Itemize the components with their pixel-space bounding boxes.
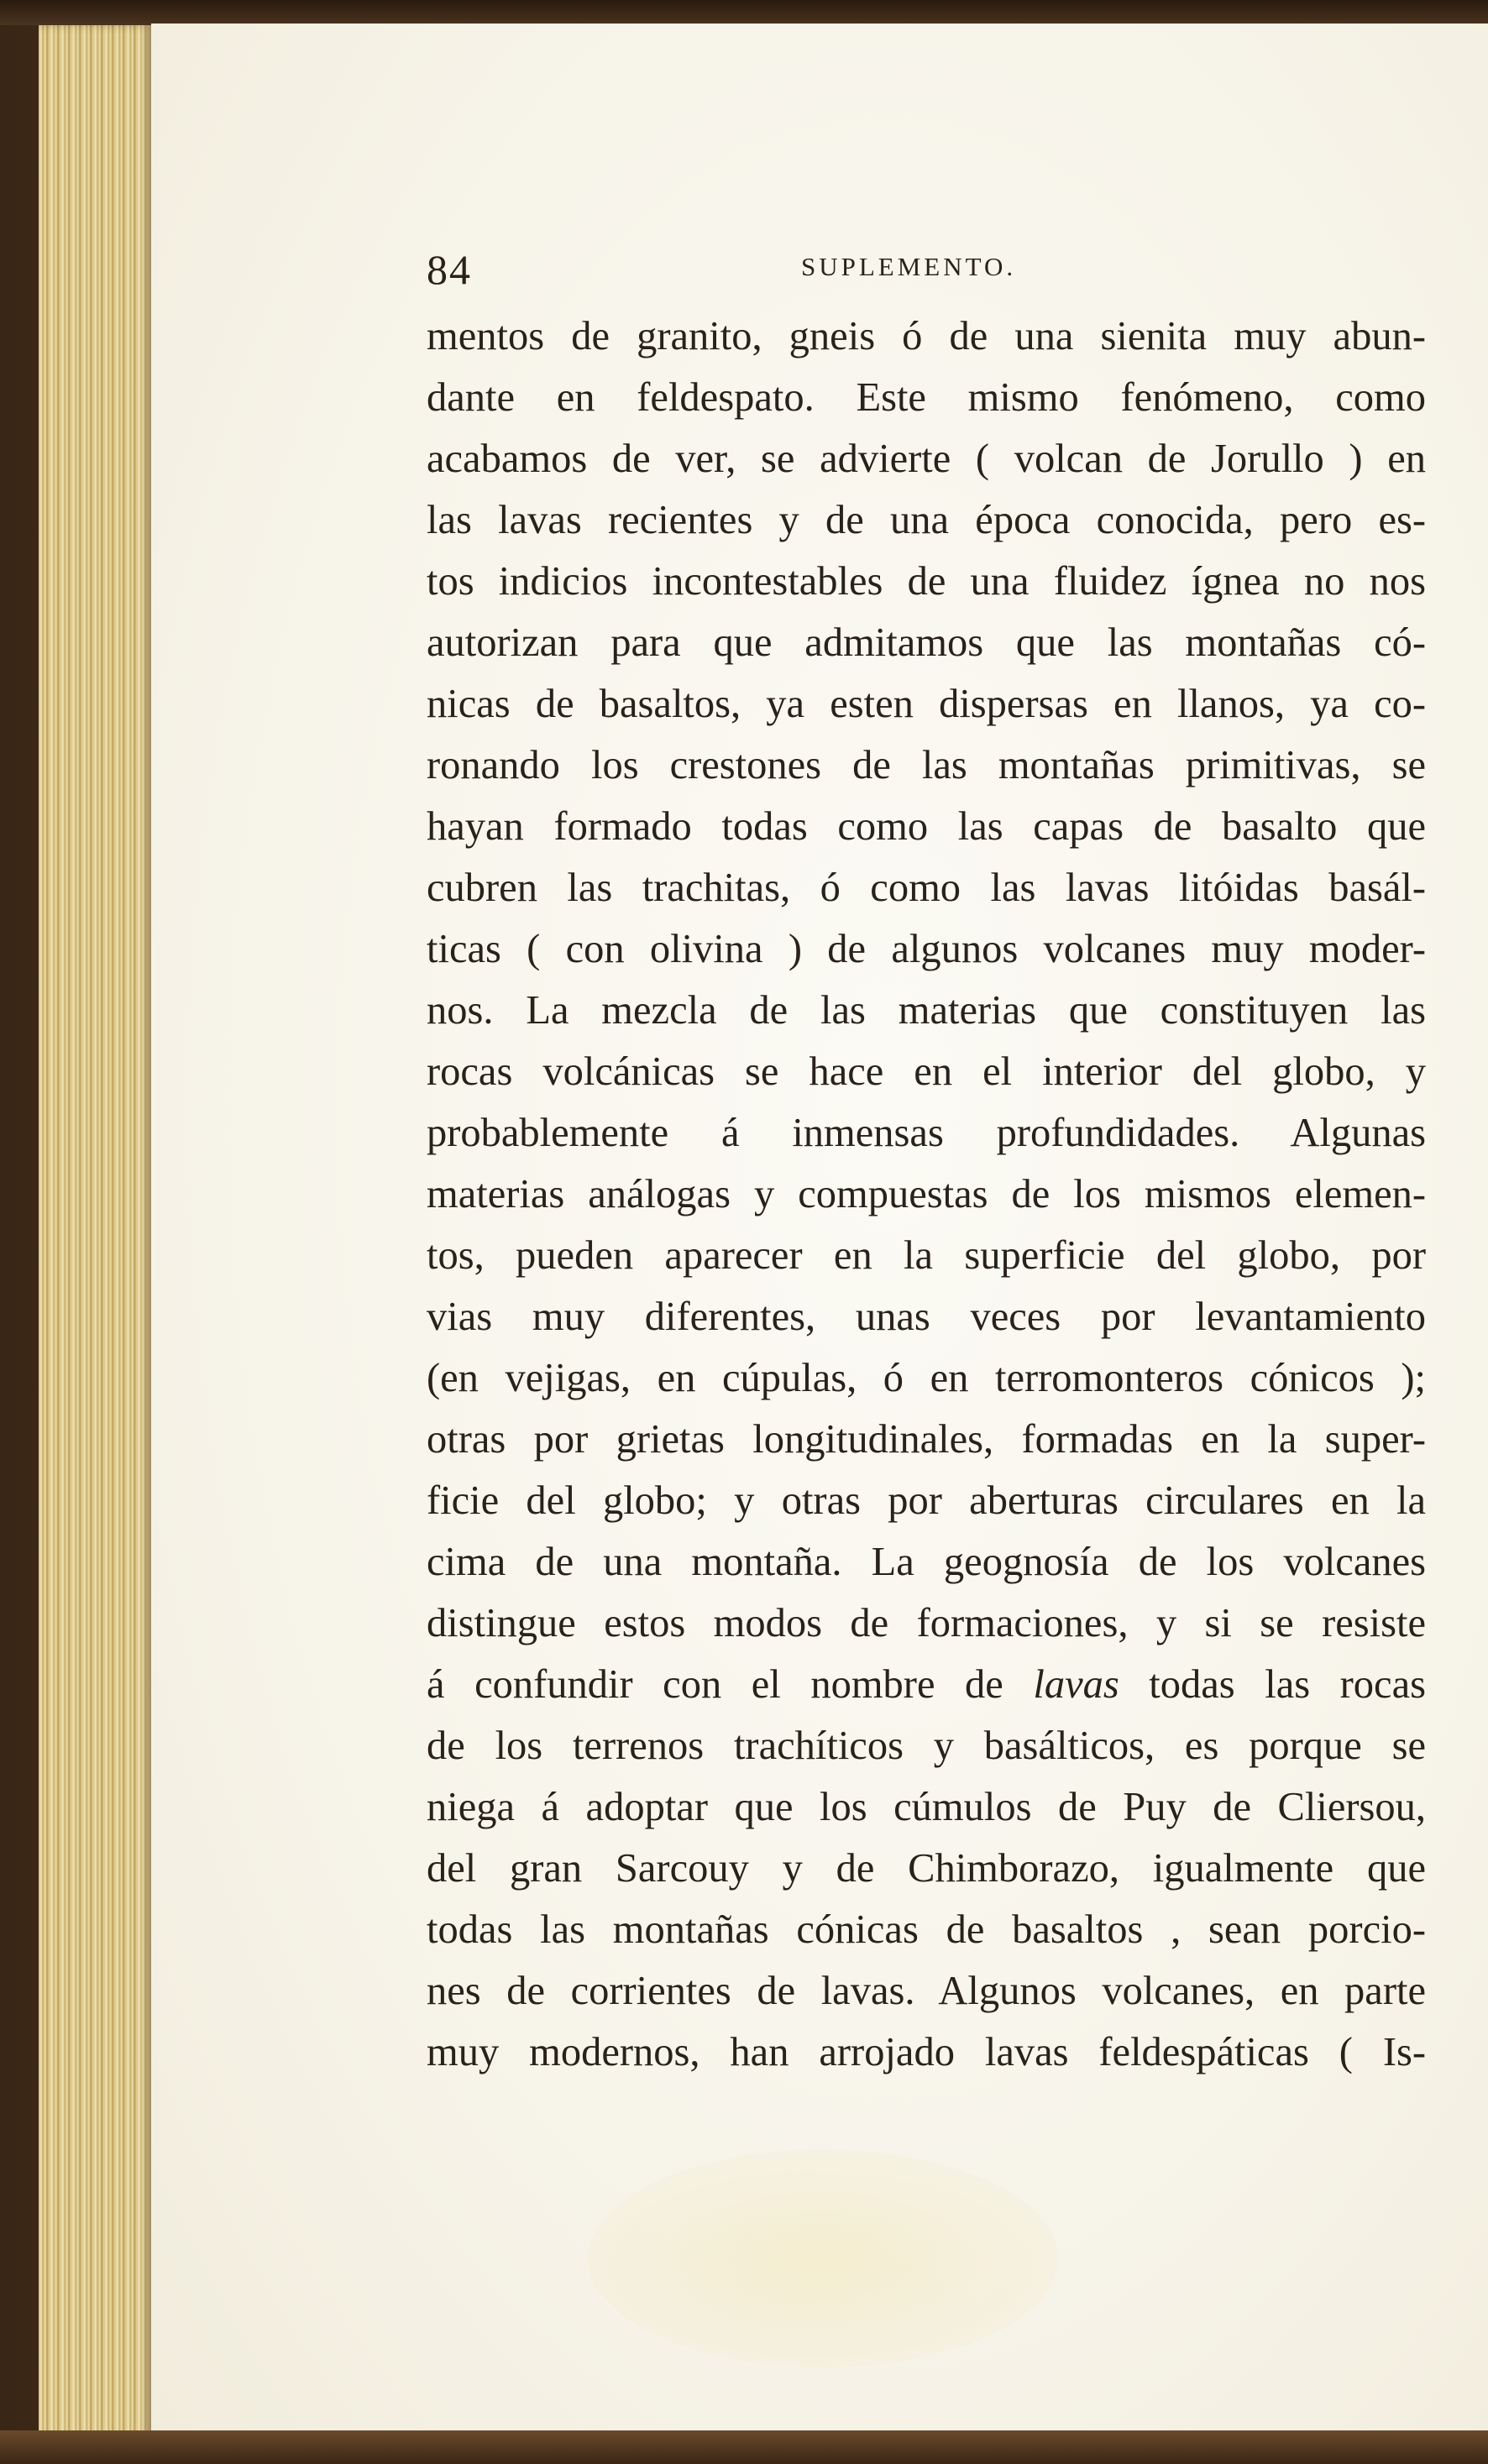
- text-line: rocas volcánicas se hace en el interior del globo, y: [427, 1049, 1426, 1094]
- text-line: todas las montañas cónicas de basaltos , sean porcio-: [427, 1907, 1426, 1952]
- text-line: tos indicios incontestables de una fluidez ígnea no nos: [427, 559, 1426, 604]
- page-stain: [588, 2149, 1058, 2367]
- text-line: ticas ( con olivina ) de algunos volcanes muy moder-: [427, 927, 1426, 971]
- text-segment: todas las rocas: [1119, 1662, 1426, 1707]
- running-head: [427, 245, 1428, 296]
- text-line: cubren las trachitas, ó como las lavas litóidas basál-: [427, 866, 1426, 910]
- italic-term: lavas: [1033, 1662, 1119, 1707]
- text-line: tos, pueden aparecer en la superficie del globo, por: [427, 1233, 1426, 1278]
- text-line: del gran Sarcouy y de Chimborazo, igualmente que: [427, 1846, 1426, 1891]
- gilt-page-edges: [39, 25, 156, 2443]
- text-line: dante en feldespato. Este mismo fenómeno, como: [427, 375, 1426, 420]
- text-line: ronando los crestones de las montañas primitivas, se: [427, 743, 1426, 787]
- text-line: hayan formado todas como las capas de basalto que: [427, 804, 1426, 849]
- text-line: muy modernos, han arrojado lavas feldespáticas ( Is-: [427, 2030, 1426, 2074]
- text-line: materias análogas y compuestas de los mismos elemen-: [427, 1172, 1426, 1216]
- text-segment: á confundir con el nombre de: [427, 1662, 1034, 1707]
- text-line: mentos de granito, gneis ó de una sienita muy abun-: [427, 314, 1426, 358]
- text-line: autorizan para que admitamos que las montañas có-: [427, 620, 1426, 665]
- text-line: nos. La mezcla de las materias que constituyen las: [427, 988, 1426, 1033]
- text-line: (en vejigas, en cúpulas, ó en terromonteros cónicos );: [427, 1356, 1426, 1400]
- running-title: SUPLEMENTO.: [801, 252, 1017, 281]
- text-line: niega á adoptar que los cúmulos de Puy de Cliersou,: [427, 1785, 1426, 1829]
- text-line: las lavas recientes y de una época conocida, pero es-: [427, 498, 1426, 542]
- text-line: distingue estos modos de formaciones, y si se resiste: [427, 1601, 1426, 1645]
- text-line: cima de una montaña. La geognosía de los volcanes: [427, 1540, 1426, 1584]
- text-line: nicas de basaltos, ya esten dispersas en llanos, ya co-: [427, 682, 1426, 726]
- text-line: ficie del globo; y otras por aberturas circulares en la: [427, 1478, 1426, 1523]
- text-line: de los terrenos trachíticos y basálticos, es porque se: [427, 1724, 1426, 1768]
- page-number: 84: [427, 246, 472, 293]
- text-line: acabamos de ver, se advierte ( volcan de Jorullo ) en: [427, 437, 1426, 481]
- text-line: otras por grietas longitudinales, formadas en la super-: [427, 1417, 1426, 1462]
- text-line: nes de corrientes de lavas. Algunos volcanes, en parte: [427, 1969, 1426, 2013]
- text-line-with-italic: [427, 1654, 1426, 1715]
- book-cover-top-edge: [0, 0, 1488, 25]
- book-cover-bottom-edge: [0, 2430, 1488, 2464]
- body-text: [427, 306, 1426, 2083]
- text-line: probablemente á inmensas profundidades. Algunas: [427, 1111, 1426, 1155]
- text-line: vias muy diferentes, unas veces por levantamiento: [427, 1295, 1426, 1339]
